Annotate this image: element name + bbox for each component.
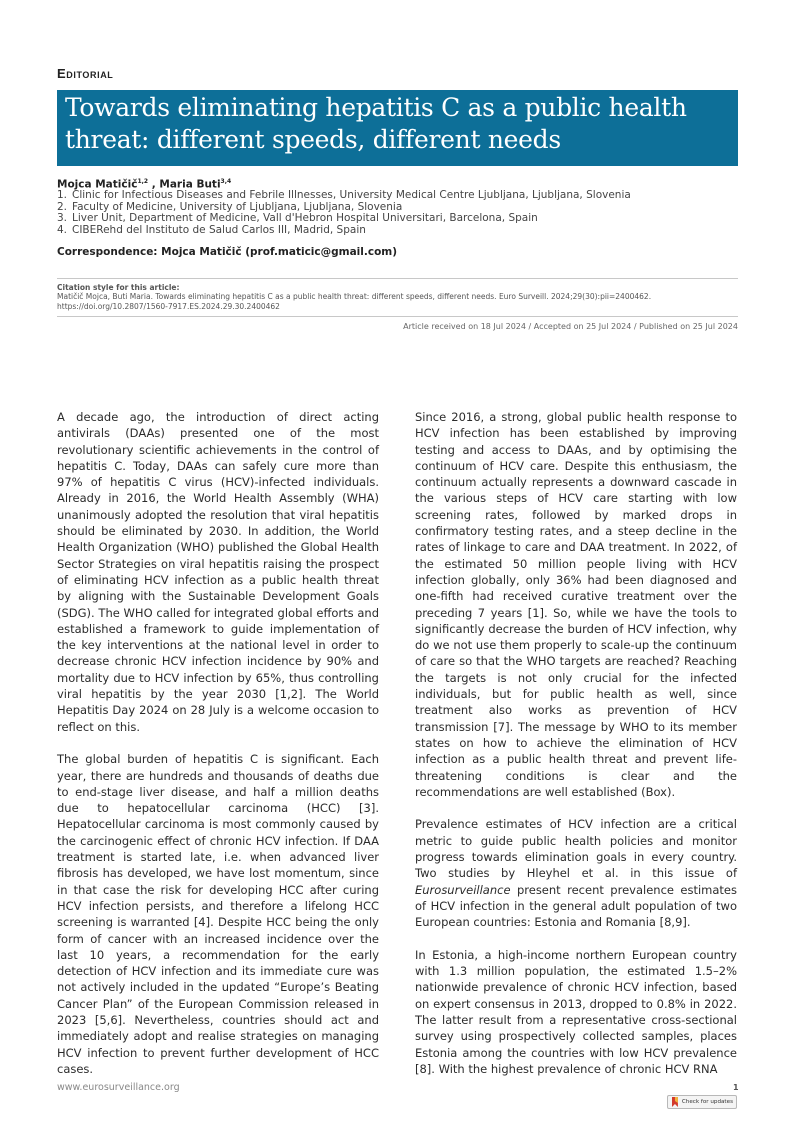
correspondence: Correspondence: Mojca Matičič (prof.maticic@gmail.com) bbox=[57, 246, 398, 258]
body-paragraph: Since 2016, a strong, global public health response to HCV infection has been established by improving testing and access to DAAs, and by optimising the continuum of HCV care. Despite this enthusiasm, the continuum actually represents a downward cascade in the various steps of HCV care starting with low screening rates, followed by marked drops in confirmatory testing rates, and a steep decline in the rates of linkage to care and DAA treatment. In 2022, of the estimated 50 million people living with HCV infection globally, only 36% had been diagnosed and one-fifth had received curative treatment over the preceding 7 years [1]. So, while we have the tools to significantly decrease the burden of HCV infection, why do we not use them properly to scale-up the continuum of care so that the WHO targets are reached? Reaching the targets is not only crucial for the infected individuals, but for public health as well, since treatment also works as prevention of HCV transmission [7]. The message by WHO to its member states on how to achieve the elimination of HCV infection as a public health threat and prevent life-threatening conditions is clear and the recommendations are well established (Box). bbox=[415, 410, 737, 799]
citation-text bbox=[57, 292, 738, 311]
affiliation-text: CIBERehd del Instituto de Salud Carlos III, Madrid, Spain bbox=[72, 223, 366, 236]
affiliation-text: Clinic for Infectious Diseases and Febrile Illnesses, University Medical Centre Ljubljana, Ljubljana, Slovenia bbox=[72, 189, 631, 201]
author-affiliation-marks: 1,2 bbox=[137, 178, 149, 185]
body-text: present recent prevalence estimates of HCV infection in the general adult population of two European countries: Estonia and Romania [8,9]. bbox=[415, 882, 737, 930]
divider bbox=[57, 278, 738, 279]
section-label: Editorial bbox=[57, 66, 114, 81]
body-column-right bbox=[415, 409, 737, 1093]
article-dates: Article received on 18 Jul 2024 / Accepted on 25 Jul 2024 / Published on 25 Jul 2024 bbox=[403, 322, 738, 331]
affiliation-item bbox=[57, 225, 631, 237]
author-name: Mojca Matičič bbox=[57, 178, 138, 191]
check-for-updates-label: Check for updates bbox=[681, 1099, 733, 1105]
affiliation-list bbox=[57, 190, 631, 236]
citation-doi-link[interactable]: https://doi.org/10.2807/1560-7917.ES.2024.29.30.2400462 bbox=[57, 301, 280, 311]
body-paragraph bbox=[415, 816, 737, 930]
divider bbox=[57, 316, 738, 317]
body-paragraph: A decade ago, the introduction of direct acting antivirals (DAAs) presented one of the most revolutionary scientific achievements in the control of hepatitis C. Today, DAAs can safely cure more than 97% of hepatitis C virus (HCV)-infected individuals. Already in 2016, the World Health Assembly (WHA) unanimously adopted the resolution that viral hepatitis should be eliminated by 2030. In addition, the World Health Organization (WHO) published the Global Health Sector Strategies on viral hepatitis raising the prospect of eliminating HCV infection as a public health threat by aligning with the Sustainable Development Goals (SDG). The WHO called for integrated global efforts and established a framework to guide implementation of the key interventions at the national level in order to decrease chronic HCV infection incidence by 90% and mortality due to HCV infection by 65%, thus controlling viral hepatitis by the year 2030 [1,2]. The World Hepatitis Day 2024 on 28 July is a welcome occasion to reflect on this. bbox=[57, 410, 379, 734]
body-paragraph: The global burden of hepatitis C is significant. Each year, there are hundreds and thousands of deaths due to end-stage liver disease, and half a million deaths due to hepatocellular carcinoma (HCC) [3]. Hepatocellular carcinoma is most commonly caused by the carcinogenic effect of chronic HCV infection. If DAA treatment is started late, i.e. when advanced liver fibrosis has developed, we have lost momentum, since in that case the risk for developing HCC after curing HCV infection persists, and therefore a lifelong HCC screening is warranted [4]. Despite HCC being the only form of cancer with an increased incidence over the last 10 years, a recommendation for the early detection of HCV infection and its immediate cure was not actively included in the updated “Europe’s Beating Cancer Plan” of the European Commission released in 2023 [5,6]. Nevertheless, countries should act and immediately adopt and realise strategies on managing HCV infection to prevent further development of HCC cases. bbox=[57, 752, 379, 1076]
check-for-updates-button[interactable] bbox=[667, 1095, 737, 1109]
affiliation-number: 1. bbox=[57, 189, 68, 201]
article-title bbox=[65, 92, 728, 156]
citation-heading: Citation style for this article: bbox=[57, 283, 180, 292]
affiliation-number: 3. bbox=[57, 212, 68, 225]
affiliation-number: 4. bbox=[57, 223, 68, 236]
title-banner bbox=[57, 90, 738, 166]
body-text: Prevalence estimates of HCV infection are a critical metric to guide public health policies and monitor progress towards elimination goals in every country. Two studies by Hleyhel et al. in this issue of bbox=[415, 817, 737, 881]
affiliation-number: 2. bbox=[57, 200, 68, 213]
author-separator: , bbox=[148, 178, 160, 191]
title-line-2: threat: different speeds, different needs bbox=[65, 125, 561, 154]
citation-reference: Matičič Mojca, Buti Maria. Towards eliminating hepatitis C as a public health threat: different speeds, different needs. Euro Surveill. 2024;29(30):pii=2400462. bbox=[57, 292, 652, 301]
footer-website-link[interactable]: www.eurosurveillance.org bbox=[57, 1082, 180, 1093]
body-paragraph: In Estonia, a high-income northern European country with 1.3 million population, the estimated 1.5–2% nationwide prevalence of chronic HCV infection, based on expert consensus in 2013, dropped to 0.8% in 2022. The latter result from a representative cross-sectional survey using prospectively collected samples, places Estonia among the countries with low HCV prevalence [8]. With the highest prevalence of chronic HCV RNA bbox=[415, 947, 737, 1076]
affiliation-text: Liver Unit, Department of Medicine, Vall d'Hebron Hospital Universitari, Barcelona, Spain bbox=[72, 212, 538, 225]
title-line-1: Towards eliminating hepatitis C as a public health bbox=[65, 93, 687, 122]
journal-name: Eurosurveillance bbox=[415, 882, 511, 897]
bookmark-icon bbox=[671, 1097, 679, 1107]
author-affiliation-marks: 3,4 bbox=[220, 178, 232, 185]
body-column-left bbox=[57, 409, 379, 1093]
affiliation-text: Faculty of Medicine, University of Ljubljana, Ljubljana, Slovenia bbox=[72, 200, 403, 213]
page-number: 1 bbox=[733, 1083, 739, 1092]
author-name: Maria Buti bbox=[159, 178, 221, 191]
